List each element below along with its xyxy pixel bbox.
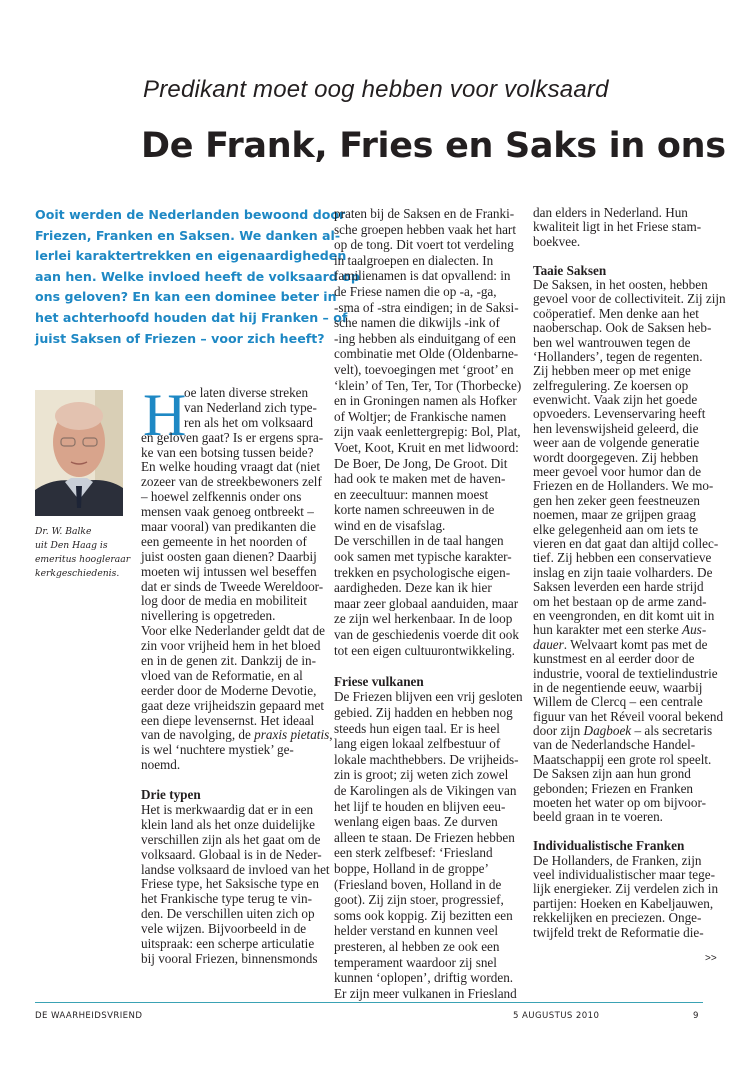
text-line: kunstmest en al eerder door de — [533, 651, 695, 667]
text-line: ren als het om volksaard — [184, 414, 313, 430]
text-line: en zeecultuur: mannen moest — [334, 486, 489, 502]
text-line: -ing hebben als einduitgang of een — [334, 330, 517, 346]
text-line: bij vooral Friezen, binnensmonds — [141, 950, 318, 966]
text-run: door zijn — [533, 723, 584, 739]
italic-term: dauer — [533, 636, 564, 652]
text-line: mensen vaak genoeg ontbreekt – — [141, 504, 314, 520]
text-line: praten bij de Saksen en de Franki- — [334, 206, 515, 221]
article-column-1 — [141, 382, 333, 967]
text-line: korte namen schreeuwen in de — [334, 502, 495, 518]
text-line: evenwicht. Vaak zijn het goede — [533, 392, 698, 408]
text-line: het Frankische type terug te vin- — [141, 891, 313, 907]
article-intro — [35, 205, 360, 349]
text-line: nivellering is opgetreden. — [141, 608, 276, 624]
text-line — [533, 724, 726, 738]
text-line: tot een eigen cultuurontwikkeling. — [334, 642, 515, 658]
text-line: sche groepen hebben vaak het hart — [334, 221, 516, 237]
italic-term: praxis pietatis — [254, 727, 330, 743]
text-line: van de Nederlandsche Handel- — [533, 737, 696, 753]
text-line: De Hollanders, de Franken, zijn — [533, 852, 702, 868]
text-line: figuur van het Réveil vooral bekend — [533, 708, 724, 724]
text-line: Zij hebben meer op met enige — [533, 363, 691, 379]
text-line: vloed van de Reformatie, en al — [141, 667, 303, 683]
text-line — [141, 728, 333, 743]
text-line: presteren, al hebben ze ook een — [334, 938, 500, 954]
text-line: steeds hun eigen taal. Er is heel — [334, 720, 500, 736]
text-run: – als secretaris — [631, 723, 713, 739]
text-line — [533, 638, 726, 652]
text-line: rekkelijken en preciezen. Onge- — [533, 910, 702, 926]
text-line: om het bestaan op de arme zand- — [533, 593, 707, 609]
text-line: oe laten diverse streken — [184, 385, 309, 400]
text-line: De Saksen, in het oosten, hebben — [533, 276, 708, 292]
text-line: van Nederland zich type- — [184, 399, 317, 415]
caption-line: emeritus hoogleraar — [35, 554, 131, 565]
article-column-3 — [533, 206, 726, 940]
text-line: ben wel wantrouwen tegen de — [533, 334, 691, 350]
text-line: in de negentiende eeuw, waarbij — [533, 679, 703, 695]
text-line: sche namen die dikwijls -ink of — [334, 315, 500, 331]
intro-line: lerlei karaktertrekken en eigenaardigheden — [35, 248, 347, 264]
text-line: wenlang eigen baas. Ze durven — [334, 814, 498, 830]
paragraph-gap — [533, 249, 726, 263]
paragraph-gap — [141, 773, 333, 788]
text-line: een diepe levensernst. Het ideaal — [141, 712, 315, 728]
text-line: tief. Zij hebben een conservatieve — [533, 550, 712, 566]
text-line: den. De verschillen uiten zich op — [141, 906, 315, 922]
text-line: gevoel voor de collectiviteit. Zij zijn — [533, 291, 726, 307]
text-line: de Friese namen die op -a, -ga, — [334, 283, 497, 299]
text-line: en geloven gaat? Is er ergens spra- — [141, 429, 324, 445]
text-line: kwaliteit ligt in het Friese stam- — [533, 219, 702, 235]
text-line: en veengronden, en dit komt uit in — [533, 607, 715, 623]
text-line: inslag en zijn taaie volharders. De — [533, 564, 713, 580]
text-line: -sma of -stra eindigen; in de Saksi- — [334, 299, 519, 315]
text-line: ook samen met typische karakter- — [334, 549, 512, 565]
intro-line: aan hen. Welke invloed heeft de volksaard op — [35, 268, 360, 284]
text-line: veel individualistischer maar tege- — [533, 866, 715, 882]
text-line: op de tong. Dit voert tot verdeling — [334, 237, 514, 253]
text-line: van de geschiedenis voerde dit ook — [334, 627, 519, 643]
caption-line: Dr. W. Balke — [35, 526, 92, 537]
text-line: kunnen ‘oplopen’, driftig worden. — [334, 970, 514, 986]
text-line: of Woltjer; de Frankische namen — [334, 408, 507, 424]
text-line: Maatschappij een grote rol speelt. — [533, 751, 712, 767]
text-line: vieren en dat gaat dan altijd collec- — [533, 535, 719, 551]
text-line: trekken en psychologische eigen- — [334, 564, 511, 580]
text-line: een sterk zelfbesef: ‘Friesland — [334, 845, 493, 861]
text-line: aardigheden. Deze kan ik hier — [334, 580, 492, 596]
text-line: is wel ‘nuchtere mystiek’ ge- — [141, 742, 294, 758]
text-line: beeld graan in te voeren. — [533, 809, 663, 825]
text-line: noemen, maar ze grijpen graag — [533, 507, 696, 523]
text-line: wordt doorgegeven. Zij hebben — [533, 449, 699, 465]
drop-cap: H — [143, 382, 187, 448]
text-line: Saksen leverden een harde strijd — [533, 579, 704, 595]
text-line: De Saksen zijn aan hun grond — [533, 766, 691, 782]
intro-line: juist Saksen of Friezen – voor zich heeft? — [35, 330, 325, 346]
intro-line: ons geloven? En kan een dominee beter in — [35, 289, 337, 305]
text-line: ‘klein’ of Ten, Ter, Tor (Thorbecke) — [334, 377, 522, 393]
caption-line: kerkgeschiedenis. — [35, 568, 120, 579]
text-line: lokale machthebbers. De vrijheids- — [334, 751, 519, 767]
text-line: dan elders in Nederland. Hun — [533, 205, 688, 220]
text-line: partijen: Hoeken en Kabeljauwen, — [533, 895, 714, 911]
article-title: De Frank, Fries en Saks in ons — [141, 126, 726, 166]
text-line: noemd. — [141, 757, 181, 773]
text-line: vele wijzen. Bijvoorbeeld in de — [141, 921, 307, 937]
text-line: maar zeer globaal aanduiden, maar — [334, 595, 519, 611]
section-heading — [141, 788, 333, 803]
text-line: moeten wij intussen wel beseffen — [141, 563, 317, 579]
text-line: industrie, vooral de textielindustrie — [533, 665, 718, 681]
intro-line: Friezen, Franken en Saksen. We danken al- — [35, 227, 341, 243]
text-line: twijfeld trekt de Reformatie die- — [533, 924, 704, 940]
text-line: gaat deze vrijheidszin gepaard met — [141, 697, 325, 713]
text-line: (Friesland boven, Holland in de — [334, 876, 502, 892]
text-line: volksaard. Globaal is in de Neder- — [141, 846, 322, 862]
text-line: hen levenswijsheid geleerd, die — [533, 420, 699, 436]
text-line: Willem de Clercq – een centrale — [533, 694, 703, 710]
continue-marker: >> — [705, 953, 717, 964]
text-line: ke van een botsing tussen beide? — [141, 444, 314, 460]
text-line: soms ook koppig. Zij bezitten een — [334, 907, 513, 923]
intro-line: Ooit werden de Nederlanden bewoond door — [35, 207, 346, 222]
intro-line: het achterhoofd houden dat hij Franken – of — [35, 309, 348, 325]
text-line: landse volksaard de invloed van het — [141, 861, 330, 877]
text-line: Friezen en de Hollanders. We mo- — [533, 478, 714, 494]
text-line: een gemeente in het noorden of — [141, 533, 307, 549]
text-line: en in Groningen namen als Hofker — [334, 393, 517, 409]
text-line: goot). Zij zijn stoer, progressief, — [334, 892, 504, 908]
text-line: temperament waardoor zij snel — [334, 954, 497, 970]
text-line: verschillen zijn als het gaat om de — [141, 831, 321, 847]
text-run: hun karakter met een sterke — [533, 622, 683, 638]
italic-term: Aus- — [682, 622, 707, 638]
section-heading — [334, 674, 523, 690]
text-line: en in de genen zit. Dankzij de in- — [141, 653, 317, 669]
section-heading — [533, 839, 726, 853]
text-line: de Karolingen als de Vikingen van — [334, 782, 517, 798]
article-kicker: Predikant moet oog hebben voor volksaard — [143, 76, 609, 103]
text-line: log door de media en mobiliteit — [141, 593, 307, 609]
text-line: – hoewel zelfkennis onder ons — [141, 489, 302, 505]
text-line: zin voor vrijheid hem in het bloed — [141, 638, 321, 654]
text-run: . Welvaart komt pas met de — [563, 636, 708, 652]
author-caption — [35, 525, 130, 581]
text-line: Er zijn meer vulkanen in Friesland — [334, 985, 517, 1001]
text-line: naoberschap. Ook de Saksen heb- — [533, 320, 712, 336]
text-line: ‘Hollanders’, tegen de regenten. — [533, 348, 703, 364]
text-line: zin is groot; zij weten zich zowel — [334, 767, 509, 783]
text-line: Het is merkwaardig dat er in een — [141, 801, 314, 817]
footer-page-number: 9 — [693, 1011, 699, 1021]
text-line: alleen te staan. De Friezen hebben — [334, 829, 515, 845]
text-line: opvoeders. Levenservaring heeft — [533, 406, 706, 422]
text-line — [533, 623, 726, 637]
footer-date: 5 AUGUSTUS 2010 — [513, 1011, 600, 1021]
text-line: wind en de visafslag. — [334, 517, 446, 533]
text-line: juist oosten gaan dienen? Daarbij — [141, 548, 317, 564]
text-line: coöperatief. Men denke aan het — [533, 305, 699, 321]
text-line: gebied. Zij hadden en hebben nog — [334, 705, 513, 720]
text-line: combinatie met Olde (Oldenbarne- — [334, 346, 519, 362]
text-line: ze zijn wel herkenbaar. In de loop — [334, 611, 513, 627]
text-line: boppe, Holland in de groppe’ — [334, 860, 489, 876]
paragraph-gap — [334, 658, 523, 674]
text-line: En welke houding vraagt dat (niet — [141, 459, 321, 475]
footer-publication: DE WAARHEIDSVRIEND — [35, 1011, 143, 1021]
text-line: eerder door de Moderne Devotie, — [141, 682, 317, 698]
section-heading — [533, 264, 726, 278]
text-line: maar vooral) van predikanten die — [141, 519, 317, 535]
text-line: lijk energieker. Zij verdelen zich in — [533, 881, 719, 897]
text-line: zozeer van de streekbewoners zelf — [141, 474, 322, 490]
caption-line: uit Den Haag is — [35, 540, 108, 551]
text-line: elke gelegenheid aan om iets te — [533, 521, 699, 537]
paragraph-gap — [533, 825, 726, 839]
section-heading-text: Drie typen — [141, 787, 201, 803]
text-line: lang eigen lokaal zelfbestuur of — [334, 736, 501, 752]
text-line: Friese type, het Saksische type en — [141, 876, 319, 892]
text-line: Voor elke Nederlander geldt dat de — [141, 623, 325, 639]
text-line: uitspraak: een scherpe articulatie — [141, 935, 315, 951]
footer-rule — [35, 1002, 703, 1003]
text-run: van de navolging, de — [141, 727, 255, 743]
text-run: , — [329, 727, 333, 743]
italic-term: Dagboek — [583, 723, 632, 739]
text-line: in taalgroepen en dialecten. In — [334, 252, 494, 268]
text-line: meer gevoel voor humor dan de — [533, 464, 702, 480]
text-line: familienamen is dat opvallend: in — [334, 268, 511, 284]
text-line: moeten het water op om bijvoor- — [533, 795, 706, 811]
text-line: zijn vaak eenlettergrepig: Bol, Plat, — [334, 424, 521, 440]
text-line: gebonden; Friezen en Franken — [533, 780, 694, 796]
article-column-2 — [334, 206, 523, 1001]
text-line: dat er sinds de Tweede Wereldoor- — [141, 578, 324, 594]
text-line: weer aan de volgende generatie — [533, 435, 700, 451]
section-heading-text: Individualistische Franken — [533, 838, 685, 854]
text-line: De verschillen in de taal hangen — [334, 533, 504, 549]
text-line: het lijf te houden en blijven eeu- — [334, 798, 506, 814]
text-line: velt), toevoegingen met ‘groot’ en — [334, 361, 514, 377]
text-line: helder verstand en kunnen veel — [334, 923, 499, 939]
section-heading-text: Friese vulkanen — [334, 673, 424, 689]
text-line: De Boer, De Jong, De Groot. Dit — [334, 455, 508, 471]
section-heading-text: Taaie Saksen — [533, 262, 607, 278]
text-line: De Friezen blijven een vrij gesloten — [334, 689, 523, 705]
text-line: klein land als het onze duidelijke — [141, 816, 315, 832]
text-line: boekvee. — [533, 233, 581, 249]
text-line: gen hen zeker geen feestneuzen — [533, 492, 700, 508]
text-line: zelfregulering. Ze koersen op — [533, 377, 689, 393]
author-photo — [35, 390, 123, 516]
text-line: Voet, Koot, Kruit en met lidwoord: — [334, 439, 519, 455]
text-line: had ook te maken met de haven- — [334, 471, 506, 487]
